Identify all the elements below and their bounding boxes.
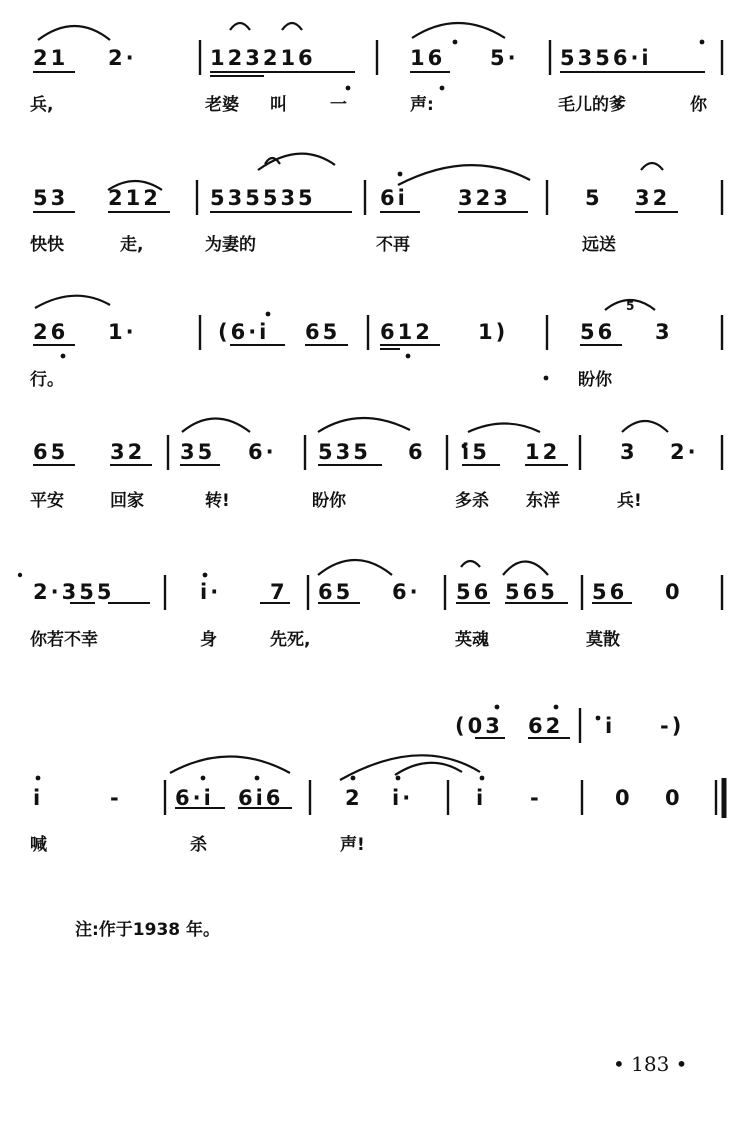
notes: 1): [478, 320, 509, 344]
notes: 53: [33, 186, 69, 210]
lyric: 叫: [270, 95, 287, 115]
lyric: 喊: [30, 835, 47, 855]
lyric: 你: [690, 95, 707, 115]
lyric: 走,: [120, 235, 144, 255]
notes: 65: [305, 320, 341, 344]
notes: 6i: [380, 186, 408, 210]
notes: i·: [200, 580, 222, 604]
notes: 65: [33, 440, 69, 464]
slur: [35, 296, 110, 308]
notes: 535: [318, 440, 371, 464]
notes: 6i6: [238, 786, 284, 810]
lyric: 老婆: [205, 95, 239, 115]
slur: [412, 23, 505, 38]
lyric: 回家: [110, 491, 144, 511]
notes: 6: [408, 440, 426, 464]
interlude-notes: (03: [455, 714, 503, 738]
lyric: 行。: [30, 370, 64, 390]
notes: 212: [108, 186, 161, 210]
interlude-notes: -): [660, 714, 685, 738]
notes: 123216: [210, 46, 316, 70]
notes: 0: [615, 786, 633, 810]
tie: [230, 23, 250, 30]
notes: 6·i: [175, 786, 214, 810]
lyric: 莫散: [586, 630, 620, 650]
lyric: 快快: [30, 235, 64, 255]
notes: 535535: [210, 186, 316, 210]
notes: 56: [456, 580, 492, 604]
notes: 2·: [670, 440, 699, 464]
notes: 6·: [392, 580, 421, 604]
slur: [38, 26, 110, 40]
slur: [622, 421, 668, 432]
notes: 32: [635, 186, 671, 210]
notes: 0: [665, 580, 683, 604]
lyric: 远送: [582, 235, 616, 255]
notes: i5: [462, 440, 490, 464]
notes: 6·: [248, 440, 277, 464]
notes: 12: [525, 440, 561, 464]
notes: (6·i: [218, 320, 270, 344]
slur: [182, 419, 250, 433]
lyric: 身: [200, 630, 217, 650]
notes: -: [110, 786, 122, 810]
slur: [398, 165, 530, 185]
grace-note: 5: [626, 299, 638, 313]
notes: 5356·i: [560, 46, 652, 70]
lyric: 多杀: [455, 491, 489, 511]
notes: 7: [270, 580, 288, 604]
notes: 1·: [108, 320, 137, 344]
notes: 35: [180, 440, 216, 464]
tie: [461, 561, 480, 567]
footnote: 注:作于1938 年。: [75, 920, 221, 940]
notes: 56: [592, 580, 628, 604]
lyric: 兵!: [617, 491, 642, 511]
notes: 21: [33, 46, 69, 70]
lyric: 转!: [205, 491, 230, 511]
notes: 612: [380, 320, 433, 344]
notes: i: [33, 786, 44, 810]
lyric: 盼你: [312, 491, 346, 511]
notes: 3: [655, 320, 673, 344]
lyric: 毛儿的爹: [558, 95, 626, 115]
lyric: 杀: [190, 835, 207, 855]
slur: [318, 418, 410, 432]
notes: i: [476, 786, 487, 810]
lyric: 声:: [410, 95, 434, 115]
lyric: 你若不幸: [30, 630, 98, 650]
lyric: 一: [330, 95, 347, 115]
notes: 32: [110, 440, 146, 464]
lyric: 兵,: [30, 95, 54, 115]
slur: [468, 424, 540, 433]
interlude-notes: i: [605, 714, 616, 738]
lyric: 为妻的: [205, 235, 256, 255]
slur: [503, 562, 548, 576]
notes: 565: [505, 580, 558, 604]
lyric: 东洋: [526, 491, 560, 511]
slur: [395, 763, 462, 775]
page-number: • 183 •: [613, 1052, 688, 1076]
tie: [641, 163, 663, 170]
notes: 5·: [490, 46, 519, 70]
notes: 2: [345, 786, 363, 810]
notes: 26: [33, 320, 69, 344]
notes: 5: [585, 186, 603, 210]
tie: [282, 23, 302, 30]
notes: 56: [580, 320, 616, 344]
notes: -: [530, 786, 542, 810]
notes: 2·355: [33, 580, 115, 604]
notes: 3: [620, 440, 638, 464]
lyric: 平安: [30, 491, 64, 511]
notes: 16: [410, 46, 446, 70]
lyric: 英魂: [455, 630, 489, 650]
lyric: 先死,: [270, 630, 311, 650]
notes: 0: [665, 786, 683, 810]
notes: 65: [318, 580, 354, 604]
lyric: 盼你: [578, 370, 612, 390]
notes: i·: [392, 786, 414, 810]
interlude-notes: 62: [528, 714, 564, 738]
lyric: 声!: [340, 835, 365, 855]
slur: [170, 757, 290, 774]
notes: 323: [458, 186, 511, 210]
slur: [258, 154, 335, 170]
notes: 2·: [108, 46, 137, 70]
lyric: 不再: [376, 235, 410, 255]
slur: [318, 560, 392, 575]
